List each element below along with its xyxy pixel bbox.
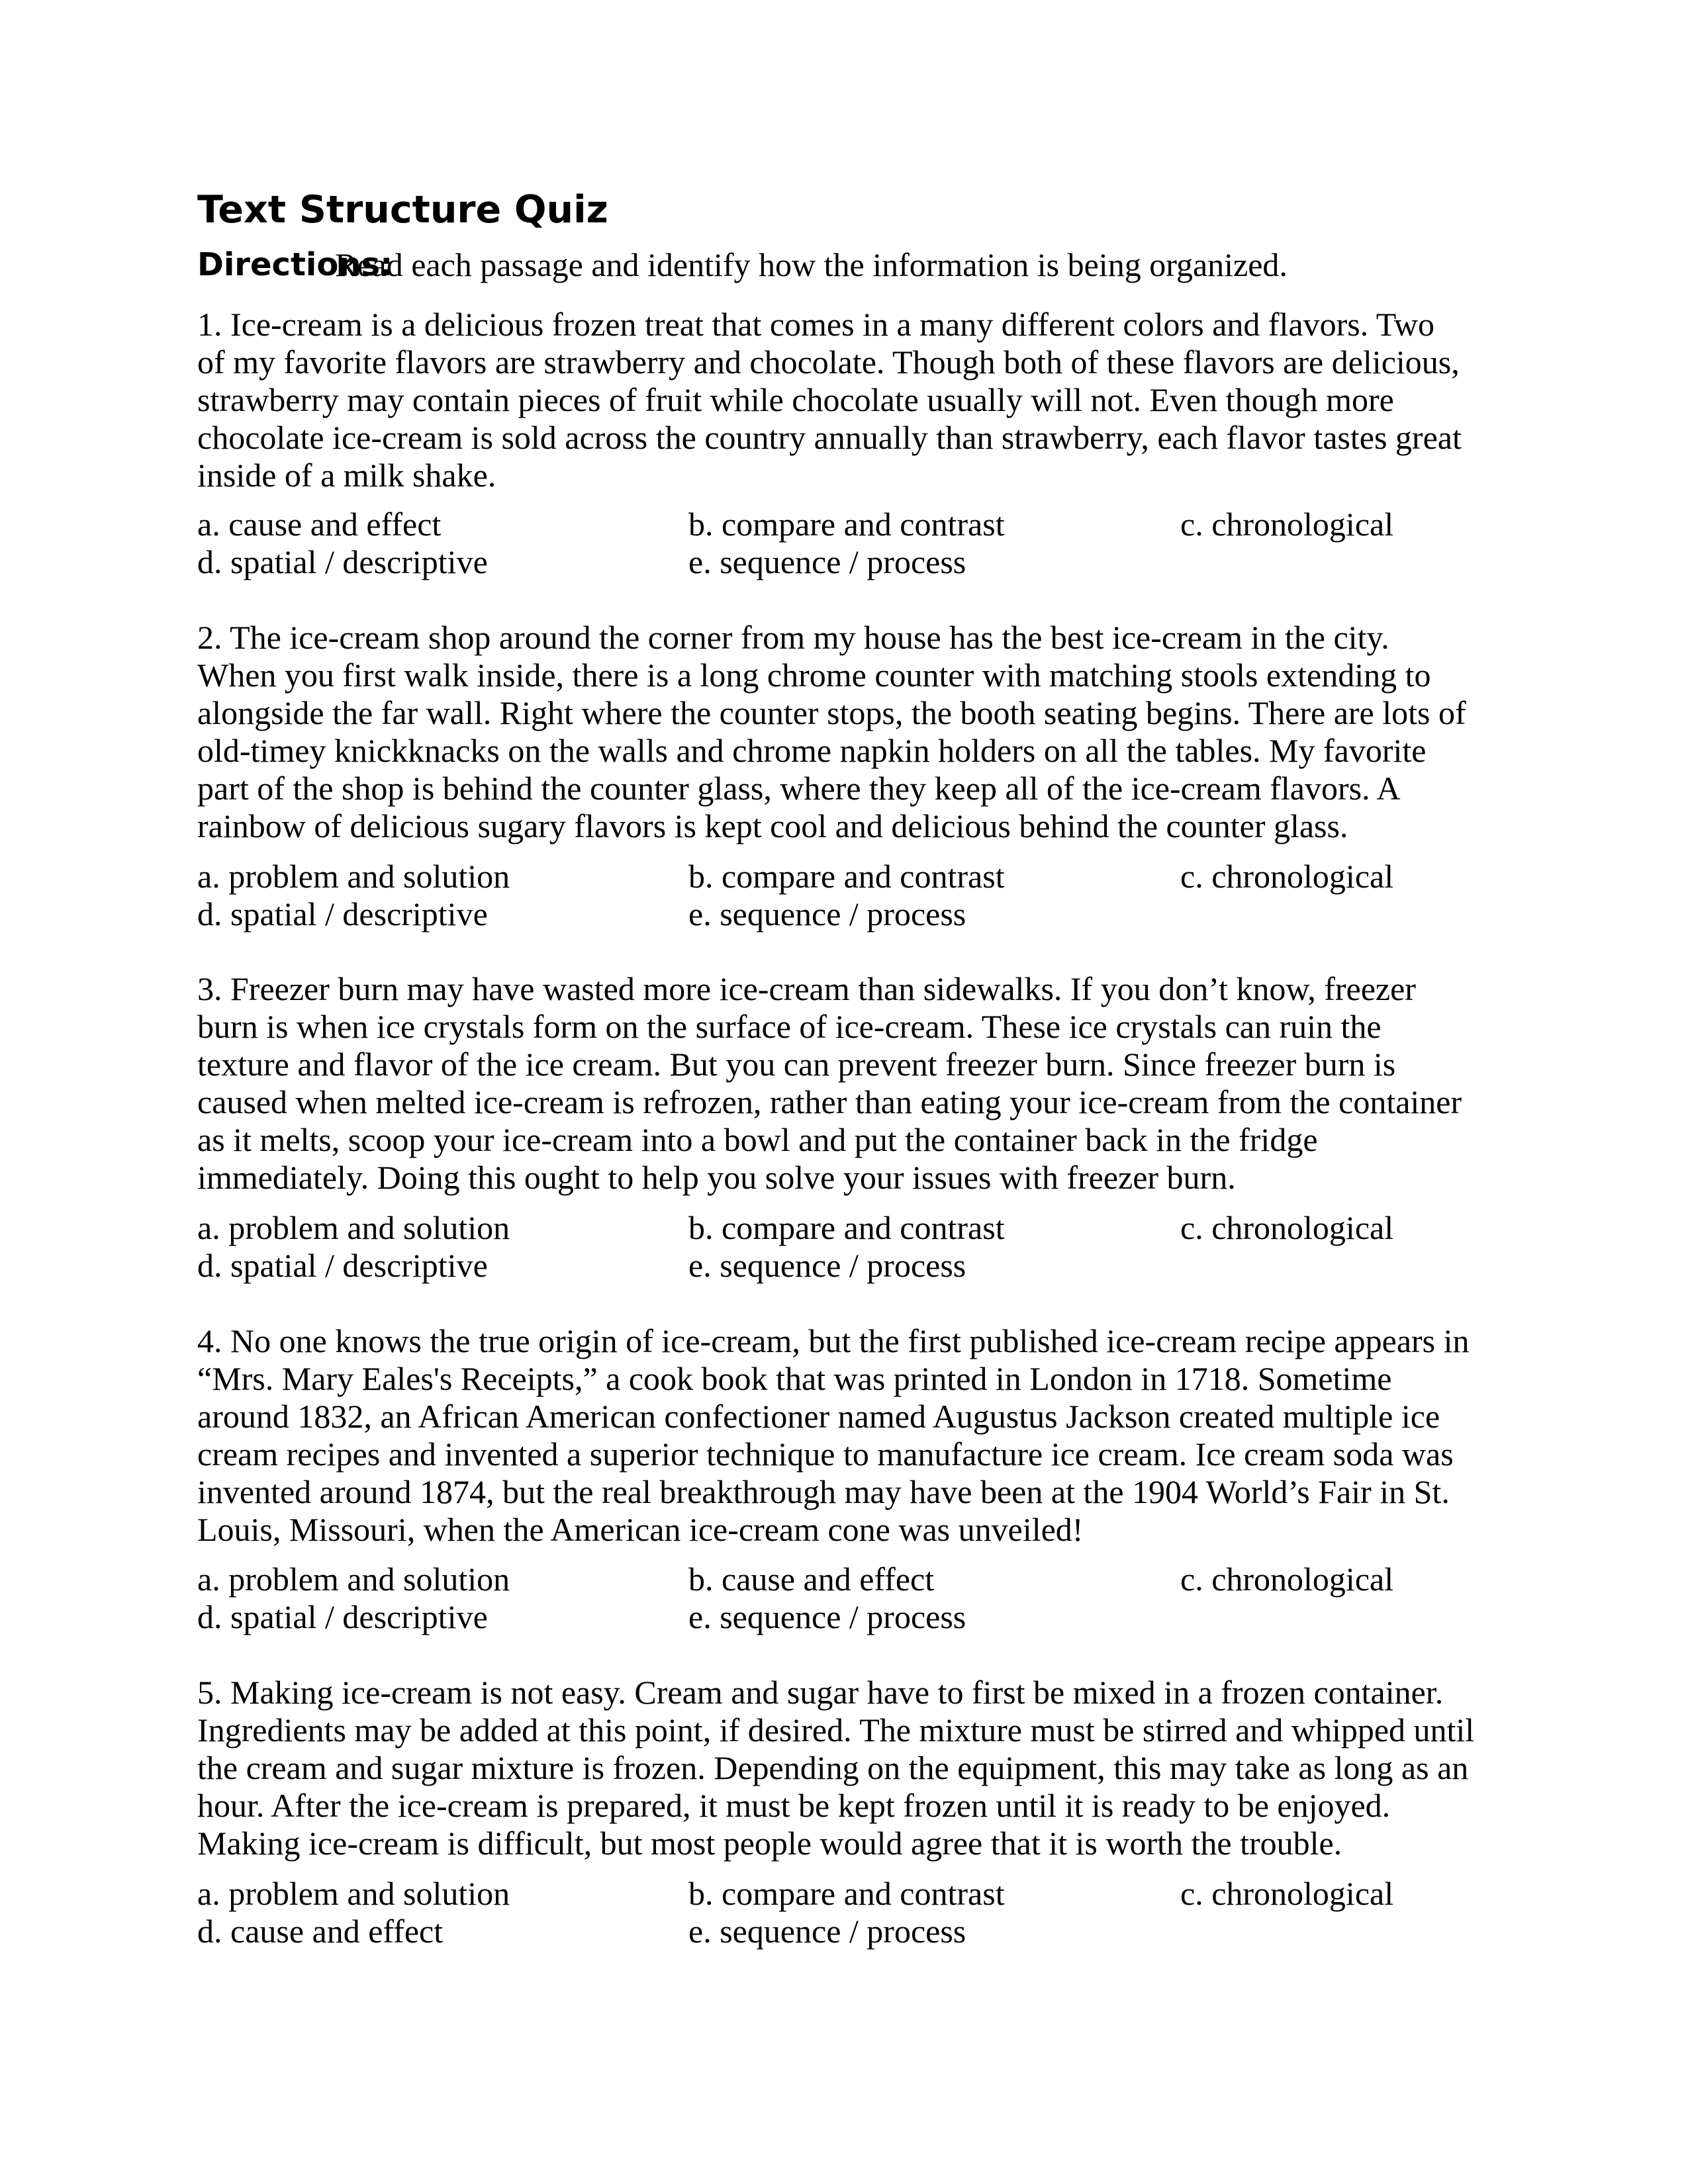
answer-option[interactable]: e. sequence / process (688, 1247, 966, 1284)
passage-line: “Mrs. Mary Eales's Receipts,” a cook book that was printed in London in 1718. Sometime (197, 1360, 1392, 1397)
answer-options-1 (197, 506, 1521, 581)
passage-line: chocolate ice-cream is sold across the country annually than strawberry, each flavor tastes great (197, 419, 1462, 456)
passage-line: of my favorite flavors are strawberry and chocolate. Though both of these flavors are delicious, (197, 343, 1460, 381)
answer-option[interactable]: b. cause and effect (688, 1561, 935, 1598)
answer-option[interactable]: a. problem and solution (197, 1561, 510, 1598)
passage-line: caused when melted ice-cream is refrozen, rather than eating your ice-cream from the container (197, 1083, 1462, 1120)
question-passage-5 (197, 1674, 1488, 1862)
directions-text: Read each passage and identify how the information is being organized. (335, 246, 1288, 283)
passage-line: inside of a milk shake. (197, 457, 496, 494)
answer-option[interactable]: c. chronological (1180, 858, 1394, 895)
answer-option[interactable]: c. chronological (1180, 1209, 1394, 1246)
passage-line: 5. Making ice-cream is not easy. Cream and sugar have to first be mixed in a frozen container. (197, 1674, 1444, 1711)
passage-line: 3. Freezer burn may have wasted more ice-cream than sidewalks. If you don’t know, freezer (197, 970, 1416, 1007)
answer-option[interactable]: d. spatial / descriptive (197, 1598, 488, 1635)
answer-options-3 (197, 1209, 1521, 1285)
answer-option[interactable]: e. sequence / process (688, 1598, 966, 1635)
answer-option[interactable]: d. spatial / descriptive (197, 895, 488, 933)
directions (197, 245, 1521, 285)
answer-options-5 (197, 1875, 1521, 1950)
answer-option[interactable]: d. spatial / descriptive (197, 543, 488, 580)
answer-option[interactable]: c. chronological (1180, 1875, 1394, 1912)
answer-option[interactable]: c. chronological (1180, 1561, 1394, 1598)
passage-line: burn is when ice crystals form on the surface of ice-cream. These ice crystals can ruin the (197, 1008, 1382, 1045)
passage-line: 4. No one knows the true origin of ice-cream, but the first published ice-cream recipe appears in (197, 1322, 1470, 1359)
answer-options-4 (197, 1561, 1521, 1636)
answer-option[interactable]: a. problem and solution (197, 1209, 510, 1246)
passage-line: hour. After the ice-cream is prepared, it must be kept frozen until it is ready to be enjoyed. (197, 1787, 1391, 1824)
passage-line: When you first walk inside, there is a long chrome counter with matching stools extending to (197, 657, 1431, 694)
answer-option[interactable]: a. problem and solution (197, 858, 510, 895)
answer-options-2 (197, 858, 1521, 933)
answer-option[interactable]: b. compare and contrast (688, 1875, 1005, 1912)
passage-line: strawberry may contain pieces of fruit while chocolate usually will not. Even though more (197, 381, 1394, 418)
passage-line: old-timey knickknacks on the walls and chrome napkin holders on all the tables. My favorite (197, 732, 1427, 769)
passage-line: alongside the far wall. Right where the counter stops, the booth seating begins. There are lots of (197, 694, 1466, 731)
passage-line: texture and flavor of the ice cream. But you can prevent freezer burn. Since freezer burn is (197, 1046, 1396, 1083)
question-passage-4 (197, 1322, 1488, 1549)
answer-option[interactable]: e. sequence / process (688, 543, 966, 580)
answer-option[interactable]: b. compare and contrast (688, 1209, 1005, 1246)
passage-line: Making ice-cream is difficult, but most people would agree that it is worth the trouble. (197, 1825, 1342, 1862)
passage-line: as it melts, scoop your ice-cream into a bowl and put the container back in the fridge (197, 1121, 1318, 1158)
question-passage-3 (197, 970, 1488, 1197)
passage-line: around 1832, an African American confectioner named Augustus Jackson created multiple ice (197, 1398, 1440, 1435)
passage-line: cream recipes and invented a superior technique to manufacture ice cream. Ice cream soda was (197, 1435, 1454, 1473)
passage-line: Ingredients may be added at this point, if desired. The mixture must be stirred and whipped until (197, 1711, 1475, 1749)
passage-line: immediately. Doing this ought to help you solve your issues with freezer burn. (197, 1159, 1236, 1196)
passage-line: 2. The ice-cream shop around the corner from my house has the best ice-cream in the city. (197, 619, 1389, 656)
answer-option[interactable]: b. compare and contrast (688, 506, 1005, 543)
answer-option[interactable]: d. spatial / descriptive (197, 1247, 488, 1284)
answer-option[interactable]: a. problem and solution (197, 1875, 510, 1912)
answer-option[interactable]: c. chronological (1180, 506, 1394, 543)
page-title: Text Structure Quiz (197, 188, 608, 232)
answer-option[interactable]: e. sequence / process (688, 1913, 966, 1950)
answer-option[interactable]: b. compare and contrast (688, 858, 1005, 895)
question-passage-2 (197, 619, 1488, 845)
answer-option[interactable]: e. sequence / process (688, 895, 966, 933)
answer-option[interactable]: d. cause and effect (197, 1913, 444, 1950)
passage-line: the cream and sugar mixture is frozen. Depending on the equipment, this may take as long as an (197, 1749, 1469, 1786)
passage-line: 1. Ice-cream is a delicious frozen treat that comes in a many different colors and flavors. Two (197, 306, 1434, 343)
passage-line: invented around 1874, but the real breakthrough may have been at the 1904 World’s Fair in St. (197, 1473, 1450, 1510)
passage-line: rainbow of delicious sugary flavors is kept cool and delicious behind the counter glass. (197, 807, 1348, 844)
passage-line: part of the shop is behind the counter glass, where they keep all of the ice-cream flavors. A (197, 770, 1401, 807)
directions-label: Directions: (197, 246, 393, 283)
passage-line: Louis, Missouri, when the American ice-cream cone was unveiled! (197, 1511, 1084, 1548)
question-passage-1 (197, 306, 1488, 494)
answer-option[interactable]: a. cause and effect (197, 506, 442, 543)
